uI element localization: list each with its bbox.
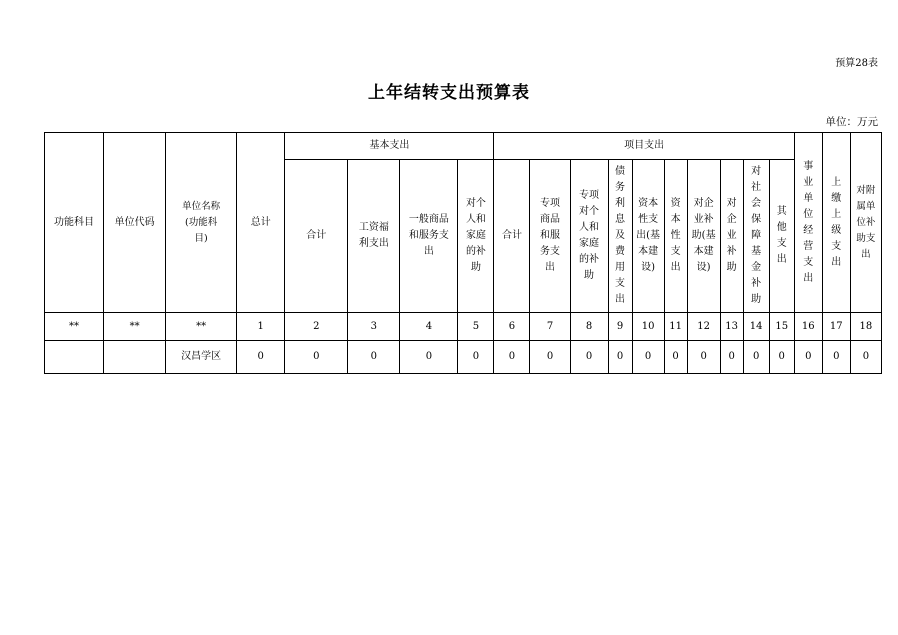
header-project-social-security: 对社会保障基金补助	[743, 160, 769, 313]
header-project-total: 合计	[494, 160, 530, 313]
table-cell	[45, 341, 104, 374]
header-project-enterprise: 对企业补助	[720, 160, 743, 313]
table-cell: 0	[632, 341, 664, 374]
table-cell: 0	[769, 341, 794, 374]
index-cell: 12	[687, 313, 720, 341]
header-enterprise-operating: 事业单位经营支出	[794, 133, 822, 313]
header-unit-name: 单位名称(功能科目)	[166, 133, 237, 313]
index-cell: **	[166, 313, 237, 341]
header-basic-total: 合计	[285, 160, 348, 313]
table-cell: 0	[687, 341, 720, 374]
table-cell: 0	[720, 341, 743, 374]
index-cell: 16	[794, 313, 822, 341]
index-row	[45, 313, 882, 341]
index-cell: 6	[494, 313, 530, 341]
index-cell: **	[104, 313, 166, 341]
header-total: 总计	[237, 133, 285, 313]
header-upper-payment: 上缴上级支出	[822, 133, 850, 313]
index-cell: 9	[608, 313, 632, 341]
table-cell: 0	[822, 341, 850, 374]
index-cell: 7	[530, 313, 570, 341]
header-basic-expenditure: 基本支出	[285, 133, 494, 160]
budget-table	[44, 132, 882, 374]
table-cell: 0	[608, 341, 632, 374]
header-project-expenditure: 项目支出	[494, 133, 794, 160]
index-cell: 17	[822, 313, 850, 341]
table-row	[45, 341, 882, 374]
table-cell: 0	[850, 341, 881, 374]
table-cell: 0	[494, 341, 530, 374]
index-cell: 1	[237, 313, 285, 341]
table-cell: 0	[458, 341, 494, 374]
table-cell: 汉昌学区	[166, 341, 237, 374]
table-cell: 0	[794, 341, 822, 374]
header-basic-household-subsidy: 对个人和家庭的补助	[458, 160, 494, 313]
table-cell: 0	[237, 341, 285, 374]
unit-label: 单位：万元	[825, 116, 878, 128]
header-project-debt-interest: 债务利息及费用支出	[608, 160, 632, 313]
index-cell: 14	[743, 313, 769, 341]
header-func-subject: 功能科目	[45, 133, 104, 313]
index-cell: **	[45, 313, 104, 341]
index-cell: 18	[850, 313, 881, 341]
header-basic-goods-services: 一般商品和服务支出	[400, 160, 458, 313]
index-cell: 5	[458, 313, 494, 341]
index-cell: 4	[400, 313, 458, 341]
table-cell: 0	[400, 341, 458, 374]
table-cell: 0	[664, 341, 687, 374]
header-project-household-subsidy: 专项对个人和家庭的补助	[570, 160, 608, 313]
index-cell: 8	[570, 313, 608, 341]
header-project-capital: 资本性支出	[664, 160, 687, 313]
header-unit-code: 单位代码	[104, 133, 166, 313]
page-title: 上年结转支出预算表	[368, 83, 530, 103]
table-cell: 0	[530, 341, 570, 374]
form-number: 预算28表	[835, 58, 878, 69]
header-project-capital-construction: 资本性支出(基本建设)	[632, 160, 664, 313]
header-project-goods-services: 专项商品和服务支出	[530, 160, 570, 313]
table-cell: 0	[348, 341, 400, 374]
index-cell: 10	[632, 313, 664, 341]
header-group-row	[45, 133, 882, 160]
table-cell: 0	[743, 341, 769, 374]
header-basic-wages: 工资福利支出	[348, 160, 400, 313]
header-project-other: 其他支出	[769, 160, 794, 313]
index-cell: 2	[285, 313, 348, 341]
table-cell: 0	[570, 341, 608, 374]
table-cell	[104, 341, 166, 374]
header-subsidiary-subsidy: 对附属单位补助支出	[850, 133, 881, 313]
index-cell: 3	[348, 313, 400, 341]
index-cell: 11	[664, 313, 687, 341]
index-cell: 13	[720, 313, 743, 341]
table-cell: 0	[285, 341, 348, 374]
header-project-enterprise-construction: 对企业补助(基本建设)	[687, 160, 720, 313]
index-cell: 15	[769, 313, 794, 341]
